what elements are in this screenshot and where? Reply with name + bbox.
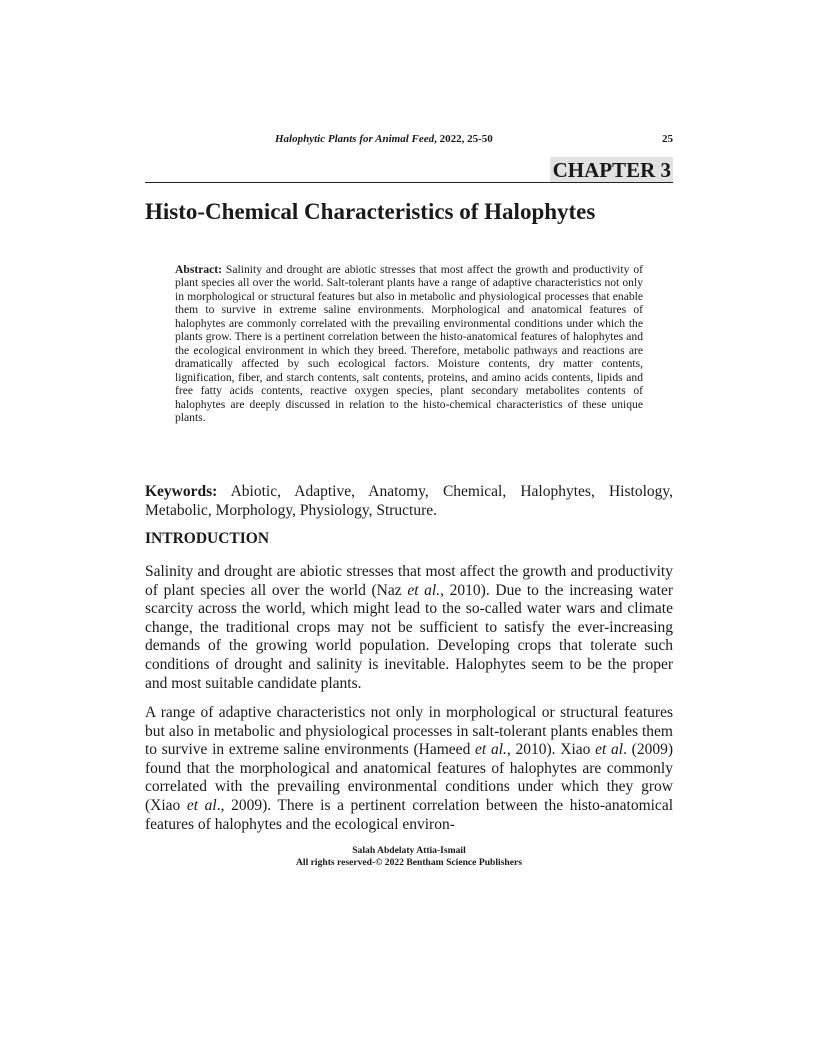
running-head xyxy=(145,131,673,149)
footer-author: Salah Abdelaty Attia-Ismail xyxy=(352,845,466,856)
abstract-label: Abstract: xyxy=(175,263,223,276)
page-number: 25 xyxy=(662,133,673,145)
chapter-title: Histo-Chemical Characteristics of Halophytes xyxy=(145,199,596,224)
p2-citation-etal-3: et al xyxy=(186,796,217,814)
chapter-label: CHAPTER 3 xyxy=(550,157,673,183)
introduction-paragraph-2 xyxy=(145,704,673,834)
keywords xyxy=(145,483,673,520)
p1-text-a: Salinity and drought are abiotic stresses that most affect the growth and productivity of plant species all over the world (Naz xyxy=(145,563,673,599)
p2-text-b: , 2010). Xiao xyxy=(506,741,596,759)
section-heading-introduction: INTRODUCTION xyxy=(145,530,270,547)
p1-citation-etal: et al. xyxy=(407,581,441,599)
footer-rights: All rights reserved-© 2022 Bentham Science Publishers xyxy=(295,857,523,868)
p2-citation-etal-2: et al xyxy=(595,741,624,759)
book-citation xyxy=(275,133,493,145)
keywords-label: Keywords: xyxy=(145,483,218,500)
chapter-divider xyxy=(145,182,673,183)
p2-text-c: . (2009) found that the morphological and anatomical features of halophytes are commonly correlated with the prevailing environmental conditions under which they grow (Xiao xyxy=(145,741,673,814)
book-info: , 2022, 25-50 xyxy=(434,133,493,145)
abstract-text: Salinity and drought are abiotic stresses that most affect the growth and productivity of plant species all over the world. Salt-tolerant plants have a range of adaptive characteristics not only in morphological or structural features but also in metabolic and physiological processes that enable them to survive in extreme saline environments. Morphological and anatomical features of halophytes are commonly correlated with the prevailing environmental conditions under which the plants grow. There is a pertinent correlation between the histo-anatomical features of halophytes and the ecological environment in which they breed. Therefore, metabolic pathways and reactions are dramatically affected by such ecological factors. Moisture contents, dry matter contents, lignification, fiber, and starch contents, salt contents, proteins, and amino acids contents, lipids and free fatty acids contents, reactive oxygen species, plant secondary metabolites contents of halophytes are deeply discussed in relation to the histo-chemical characteristics of these unique plants. xyxy=(175,263,643,424)
book-title: Halophytic Plants for Animal Feed xyxy=(275,133,435,145)
keywords-text: Abiotic, Adaptive, Anatomy, Chemical, Halophytes, Histology, Metabolic, Morphology, Physiology, Structure. xyxy=(145,483,673,519)
introduction-paragraph-1 xyxy=(145,563,673,693)
p2-text-a: A range of adaptive characteristics not only in morphological or structural features but also in metabolic and physiological processes in salt-tolerant plants enables them to survive in extreme saline environments (Hameed xyxy=(145,704,673,759)
p2-text-d: ., 2009). There is a pertinent correlation between the histo-anatomical features of halophytes and the ecological environ- xyxy=(145,796,674,833)
p1-text-b: , 2010). Due to the increasing water scarcity across the world, which might lead to the so-called water wars and climate change, the traditional crops may not be sufficient to satisfy the ever-increasing demands of the growing world population. Developing crops that tolerate such conditions of drought and salinity is inevitable. Halophytes seem to be the proper and most suitable candidate plants. xyxy=(145,581,673,692)
p2-citation-etal-1: et al. xyxy=(475,741,507,759)
abstract xyxy=(175,263,643,424)
footer xyxy=(145,845,673,869)
